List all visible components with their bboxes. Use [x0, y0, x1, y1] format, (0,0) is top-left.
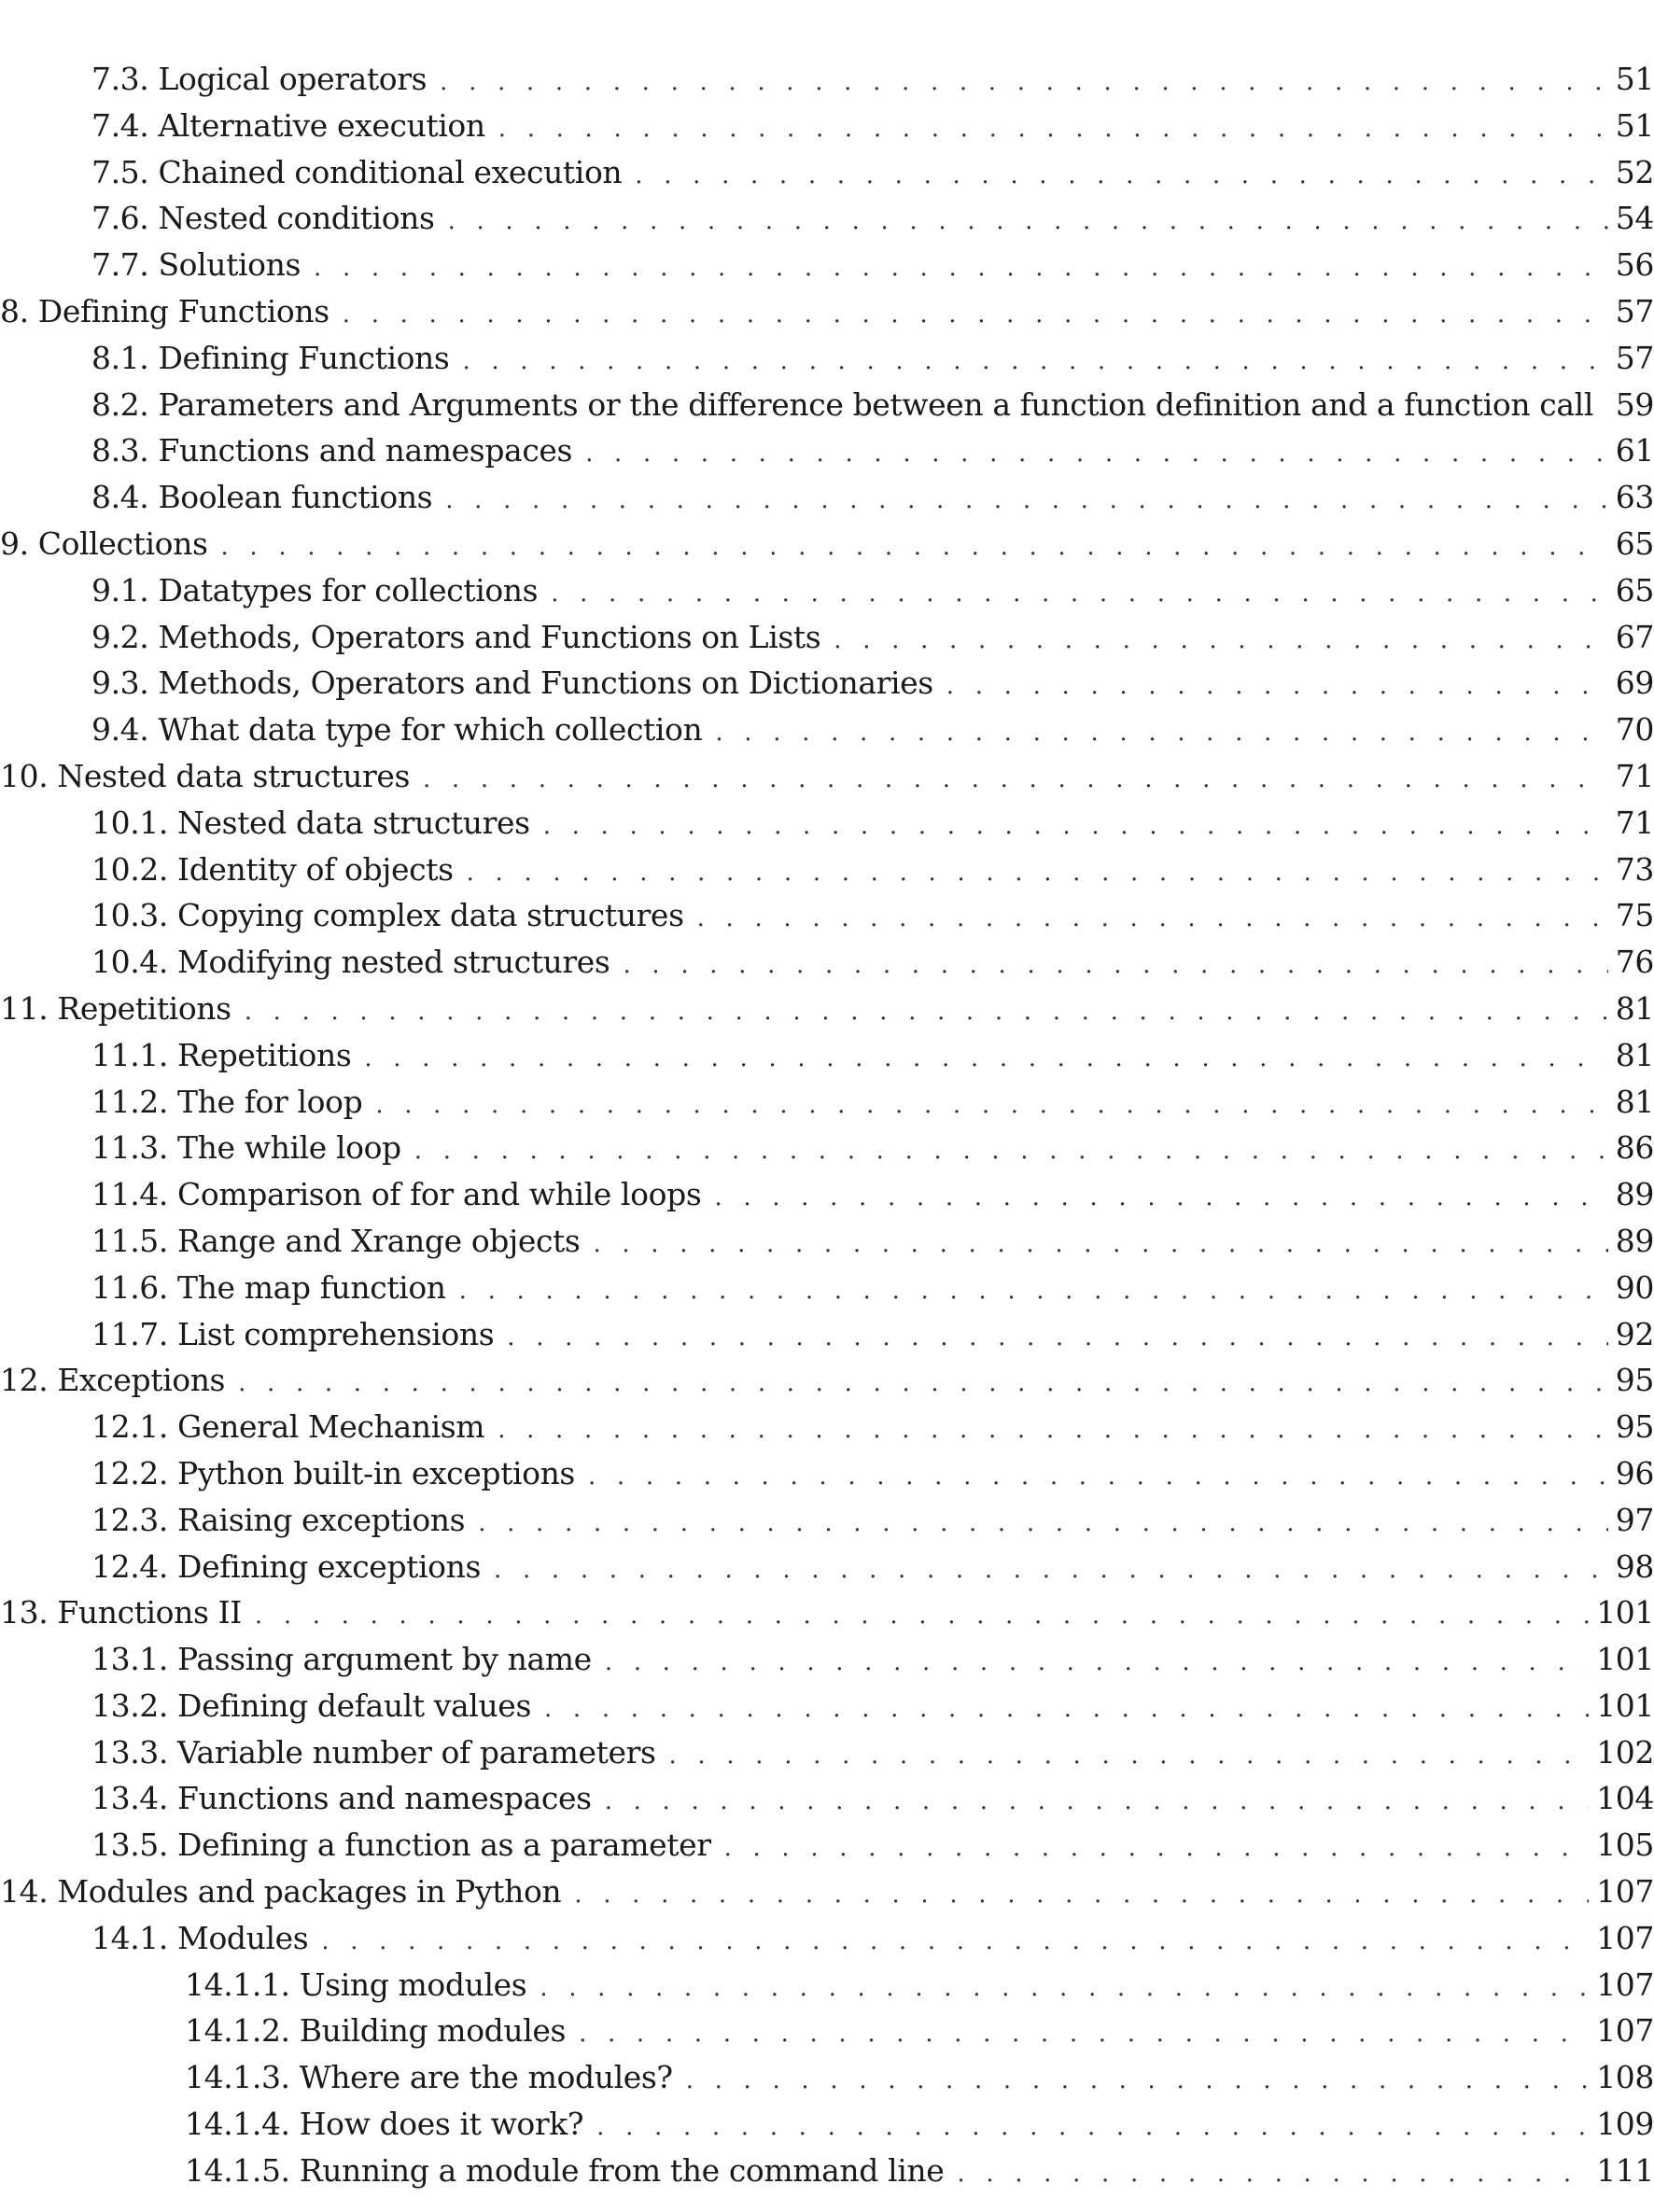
toc-dot-leader — [574, 1872, 1589, 1915]
toc-dot-leader — [448, 199, 1608, 242]
toc-entry[interactable] — [0, 1265, 1654, 1311]
toc-entry-title: 10.3. Copying complex data structures — [91, 897, 684, 934]
toc-dot-leader — [593, 1222, 1607, 1265]
toc-entry-title: 13.3. Variable number of parameters — [91, 1733, 656, 1771]
toc-entry[interactable] — [0, 1497, 1654, 1544]
toc-dot-leader — [245, 989, 1608, 1032]
toc-entry-page: 61 — [1615, 432, 1654, 469]
toc-entry-title: 7.5. Chained conditional execution — [91, 153, 623, 190]
toc-entry-page: 65 — [1615, 571, 1654, 609]
toc-entry-title: 12. Exceptions — [0, 1362, 226, 1399]
toc-dot-leader — [255, 1593, 1589, 1636]
toc-dot-leader — [605, 1640, 1589, 1683]
toc-entry[interactable] — [0, 288, 1654, 335]
toc-dot-leader — [478, 1501, 1608, 1544]
toc-entry[interactable] — [0, 939, 1654, 986]
toc-entry-page: 81 — [1615, 1083, 1654, 1120]
toc-entry-page: 71 — [1615, 804, 1654, 841]
toc-dot-leader — [494, 1547, 1608, 1590]
toc-entry-page: 86 — [1615, 1129, 1654, 1167]
toc-dot-leader — [462, 339, 1607, 382]
toc-entry-page: 101 — [1596, 1641, 1654, 1678]
toc-entry[interactable] — [0, 2148, 1654, 2194]
toc-entry-page: 54 — [1615, 200, 1654, 237]
toc-dot-leader — [623, 943, 1607, 986]
toc-entry[interactable] — [0, 474, 1654, 521]
toc-dot-leader — [714, 1175, 1607, 1218]
toc-dot-leader — [507, 1315, 1608, 1358]
toc-entry[interactable] — [0, 2101, 1654, 2148]
toc-entry-title: 12.3. Raising exceptions — [91, 1501, 466, 1538]
toc-entry-title: 10.1. Nested data structures — [91, 804, 530, 841]
toc-entry[interactable] — [0, 800, 1654, 847]
toc-entry[interactable] — [0, 195, 1654, 242]
toc-dot-leader — [459, 1268, 1608, 1311]
toc-entry[interactable] — [0, 567, 1654, 614]
toc-entry-page: 73 — [1615, 850, 1654, 888]
toc-dot-leader — [343, 292, 1608, 335]
toc-entry-page: 57 — [1615, 339, 1654, 376]
toc-entry-page: 101 — [1596, 1687, 1654, 1724]
toc-entry-page: 70 — [1615, 711, 1654, 749]
toc-entry-title: 14.1.4. How does it work? — [185, 2106, 584, 2143]
toc-dot-leader — [715, 710, 1607, 753]
toc-entry-page: 81 — [1615, 989, 1654, 1027]
toc-entry-page: 65 — [1615, 525, 1654, 562]
toc-entry-title: 13.2. Defining default values — [91, 1687, 531, 1724]
toc-entry[interactable] — [0, 382, 1654, 428]
toc-entry-title: 13. Functions II — [0, 1594, 242, 1631]
toc-entry-title: 7.3. Logical operators — [91, 61, 428, 97]
toc-entry-page: 107 — [1596, 1966, 1654, 2003]
toc-entry[interactable] — [0, 1032, 1654, 1079]
toc-entry-title: 11.7. List comprehensions — [91, 1315, 495, 1352]
toc-entry-title: 8.2. Parameters and Arguments or the difference between a function definition and a function call — [91, 385, 1593, 423]
toc-entry[interactable] — [0, 614, 1654, 661]
toc-entry-title: 11.3. The while loop — [91, 1129, 401, 1167]
toc-entry[interactable] — [0, 1775, 1654, 1822]
toc-entry-page: 76 — [1615, 944, 1654, 981]
toc-entry[interactable] — [0, 1079, 1654, 1126]
toc-entry-title: 11. Repetitions — [0, 989, 231, 1027]
toc-entry[interactable] — [0, 1218, 1654, 1265]
toc-entry-page: 102 — [1596, 1733, 1654, 1771]
toc-dot-leader — [686, 2058, 1590, 2101]
toc-dot-leader — [440, 60, 1608, 103]
toc-entry[interactable] — [0, 1869, 1654, 1915]
toc-entry[interactable] — [0, 242, 1654, 288]
toc-entry-title: 11.4. Comparison of for and while loops — [91, 1176, 702, 1213]
toc-entry-page: 96 — [1615, 1454, 1654, 1491]
toc-entry[interactable] — [0, 986, 1654, 1032]
toc-entry[interactable] — [0, 707, 1654, 753]
toc-dot-leader — [605, 1779, 1590, 1822]
toc-entry[interactable] — [0, 103, 1654, 149]
toc-entry[interactable] — [0, 1962, 1654, 2009]
toc-entry[interactable] — [0, 1915, 1654, 1962]
toc-entry-title: 7.4. Alternative execution — [91, 106, 485, 144]
toc-entry[interactable] — [0, 660, 1654, 707]
toc-entry-title: 12.1. General Mechanism — [91, 1408, 485, 1446]
toc-dot-leader — [596, 2105, 1589, 2148]
toc-dot-leader — [364, 1036, 1607, 1079]
toc-entry-page: 107 — [1596, 1919, 1654, 1956]
toc-entry[interactable] — [0, 56, 1654, 103]
toc-entry-page: 92 — [1615, 1315, 1654, 1352]
toc-entry[interactable] — [0, 1450, 1654, 1497]
toc-entry-title: 10. Nested data structures — [0, 757, 410, 794]
toc-entry-page: 107 — [1596, 1873, 1654, 1911]
toc-dot-leader — [238, 1361, 1608, 1404]
toc-entry-page: 67 — [1615, 618, 1654, 655]
toc-dot-leader — [314, 245, 1608, 288]
toc-entry-title: 14.1.1. Using modules — [185, 1966, 527, 2003]
toc-entry-title: 11.6. The map function — [91, 1268, 446, 1306]
toc-entry-title: 9.4. What data type for which collection — [91, 711, 703, 749]
toc-entry-title: 14.1.5. Running a module from the command line — [185, 2151, 945, 2189]
toc-entry-title: 12.4. Defining exceptions — [91, 1547, 482, 1585]
toc-dot-leader — [834, 618, 1608, 661]
toc-entry-page: 89 — [1615, 1176, 1654, 1213]
toc-entry-title: 9.1. Datatypes for collections — [91, 571, 539, 609]
toc-dot-leader — [375, 1083, 1607, 1126]
toc-entry-title: 10.4. Modifying nested structures — [91, 944, 610, 981]
toc-entry-title: 8.4. Boolean functions — [91, 479, 433, 516]
toc-entry-page: 98 — [1615, 1547, 1654, 1585]
toc-entry-title: 13.1. Passing argument by name — [91, 1641, 592, 1678]
toc-dot-leader — [585, 431, 1608, 474]
toc-entry[interactable] — [0, 1589, 1654, 1636]
toc-dot-leader — [635, 153, 1608, 196]
toc-dot-leader — [669, 1733, 1590, 1776]
toc-entry[interactable] — [0, 1822, 1654, 1869]
toc-entry[interactable] — [0, 1171, 1654, 1218]
toc-entry[interactable] — [0, 1404, 1654, 1450]
toc-entry-page: 97 — [1615, 1501, 1654, 1538]
toc-dot-leader — [445, 478, 1608, 521]
toc-entry[interactable] — [0, 521, 1654, 567]
toc-entry-page: 75 — [1615, 897, 1654, 934]
toc-dot-leader — [498, 1407, 1608, 1450]
toc-entry-title: 12.2. Python built-in exceptions — [91, 1454, 575, 1491]
toc-entry[interactable] — [0, 2008, 1654, 2054]
toc-entry[interactable] — [0, 1729, 1654, 1776]
toc-entry-title: 13.5. Defining a function as a parameter — [91, 1827, 711, 1864]
toc-entry-page: 59 — [1615, 385, 1654, 423]
toc-dot-leader — [498, 106, 1608, 149]
toc-entry[interactable] — [0, 427, 1654, 474]
toc-entry[interactable] — [0, 1357, 1654, 1404]
toc-entry-title: 14.1.2. Building modules — [185, 2012, 567, 2050]
toc-entry-title: 14.1. Modules — [91, 1919, 309, 1956]
toc-entry-page: 107 — [1596, 2012, 1654, 2050]
toc-entry-title: 9.3. Methods, Operators and Functions on Dictionaries — [91, 665, 933, 702]
toc-entry-title: 14. Modules and packages in Python — [0, 1873, 562, 1911]
toc-entry-page: 71 — [1615, 757, 1654, 794]
toc-dot-leader — [544, 1687, 1589, 1729]
toc-dot-leader — [467, 850, 1608, 893]
toc-entry-title: 8.3. Functions and namespaces — [91, 432, 573, 469]
toc-dot-leader — [540, 1966, 1589, 2009]
toc-dot-leader — [220, 525, 1607, 567]
toc-entry-title: 13.4. Functions and namespaces — [91, 1780, 592, 1817]
toc-entry[interactable] — [0, 753, 1654, 800]
toc-entry-title: 14.1.3. Where are the modules? — [185, 2059, 673, 2096]
toc-entry[interactable] — [0, 1311, 1654, 1358]
toc-entry-title: 10.2. Identity of objects — [91, 850, 454, 888]
toc-entry-page: 105 — [1596, 1827, 1654, 1864]
toc-entry-page: 69 — [1615, 665, 1654, 702]
toc-entry-title: 8.1. Defining Functions — [91, 339, 450, 376]
toc-entry[interactable] — [0, 2054, 1654, 2101]
toc-entry[interactable] — [0, 892, 1654, 939]
toc-dot-leader — [697, 896, 1608, 939]
toc-entry-page: 57 — [1615, 292, 1654, 329]
toc-dot-leader — [946, 664, 1608, 707]
toc-entry[interactable] — [0, 1636, 1654, 1683]
toc-entry-page: 104 — [1596, 1780, 1654, 1817]
toc-entry-page: 108 — [1596, 2059, 1654, 2096]
toc-dot-leader — [724, 1826, 1590, 1869]
toc-entry-page: 101 — [1596, 1594, 1654, 1631]
toc-dot-leader — [321, 1919, 1589, 1962]
toc-dot-leader — [551, 571, 1608, 614]
toc-entry-page: 95 — [1615, 1362, 1654, 1399]
toc-entry[interactable] — [0, 335, 1654, 382]
toc-entry-page: 89 — [1615, 1222, 1654, 1259]
toc-dot-leader — [423, 757, 1608, 800]
toc-entry[interactable] — [0, 149, 1654, 196]
table-of-contents — [0, 56, 1654, 2194]
toc-entry-page: 90 — [1615, 1268, 1654, 1306]
toc-entry-page: 109 — [1596, 2106, 1654, 2143]
toc-entry-page: 51 — [1615, 61, 1654, 97]
toc-entry[interactable] — [0, 1683, 1654, 1729]
toc-entry-title: 7.7. Solutions — [91, 246, 301, 284]
toc-entry[interactable] — [0, 1125, 1654, 1171]
toc-entry-title: 9.2. Methods, Operators and Functions on Lists — [91, 618, 821, 655]
toc-entry-page: 95 — [1615, 1408, 1654, 1446]
toc-dot-leader — [957, 2151, 1589, 2194]
toc-entry-page: 56 — [1615, 246, 1654, 284]
toc-dot-leader — [414, 1128, 1608, 1171]
toc-entry-page: 63 — [1615, 479, 1654, 516]
toc-entry-page: 52 — [1615, 153, 1654, 190]
toc-dot-leader — [543, 804, 1608, 847]
toc-entry-page: 51 — [1615, 106, 1654, 144]
toc-entry-page: 111 — [1596, 2151, 1654, 2189]
toc-entry-title: 8. Defining Functions — [0, 292, 329, 329]
toc-entry[interactable] — [0, 847, 1654, 893]
toc-entry[interactable] — [0, 1544, 1654, 1590]
toc-entry-title: 11.5. Range and Xrange objects — [91, 1222, 581, 1259]
toc-entry-title: 11.2. The for loop — [91, 1083, 363, 1120]
toc-entry-page: 81 — [1615, 1036, 1654, 1073]
toc-dot-leader — [579, 2011, 1589, 2054]
toc-entry-title: 9. Collections — [0, 525, 208, 562]
toc-entry-title: 11.1. Repetitions — [91, 1036, 352, 1073]
toc-entry-title: 7.6. Nested conditions — [91, 200, 435, 237]
toc-dot-leader — [588, 1454, 1608, 1497]
